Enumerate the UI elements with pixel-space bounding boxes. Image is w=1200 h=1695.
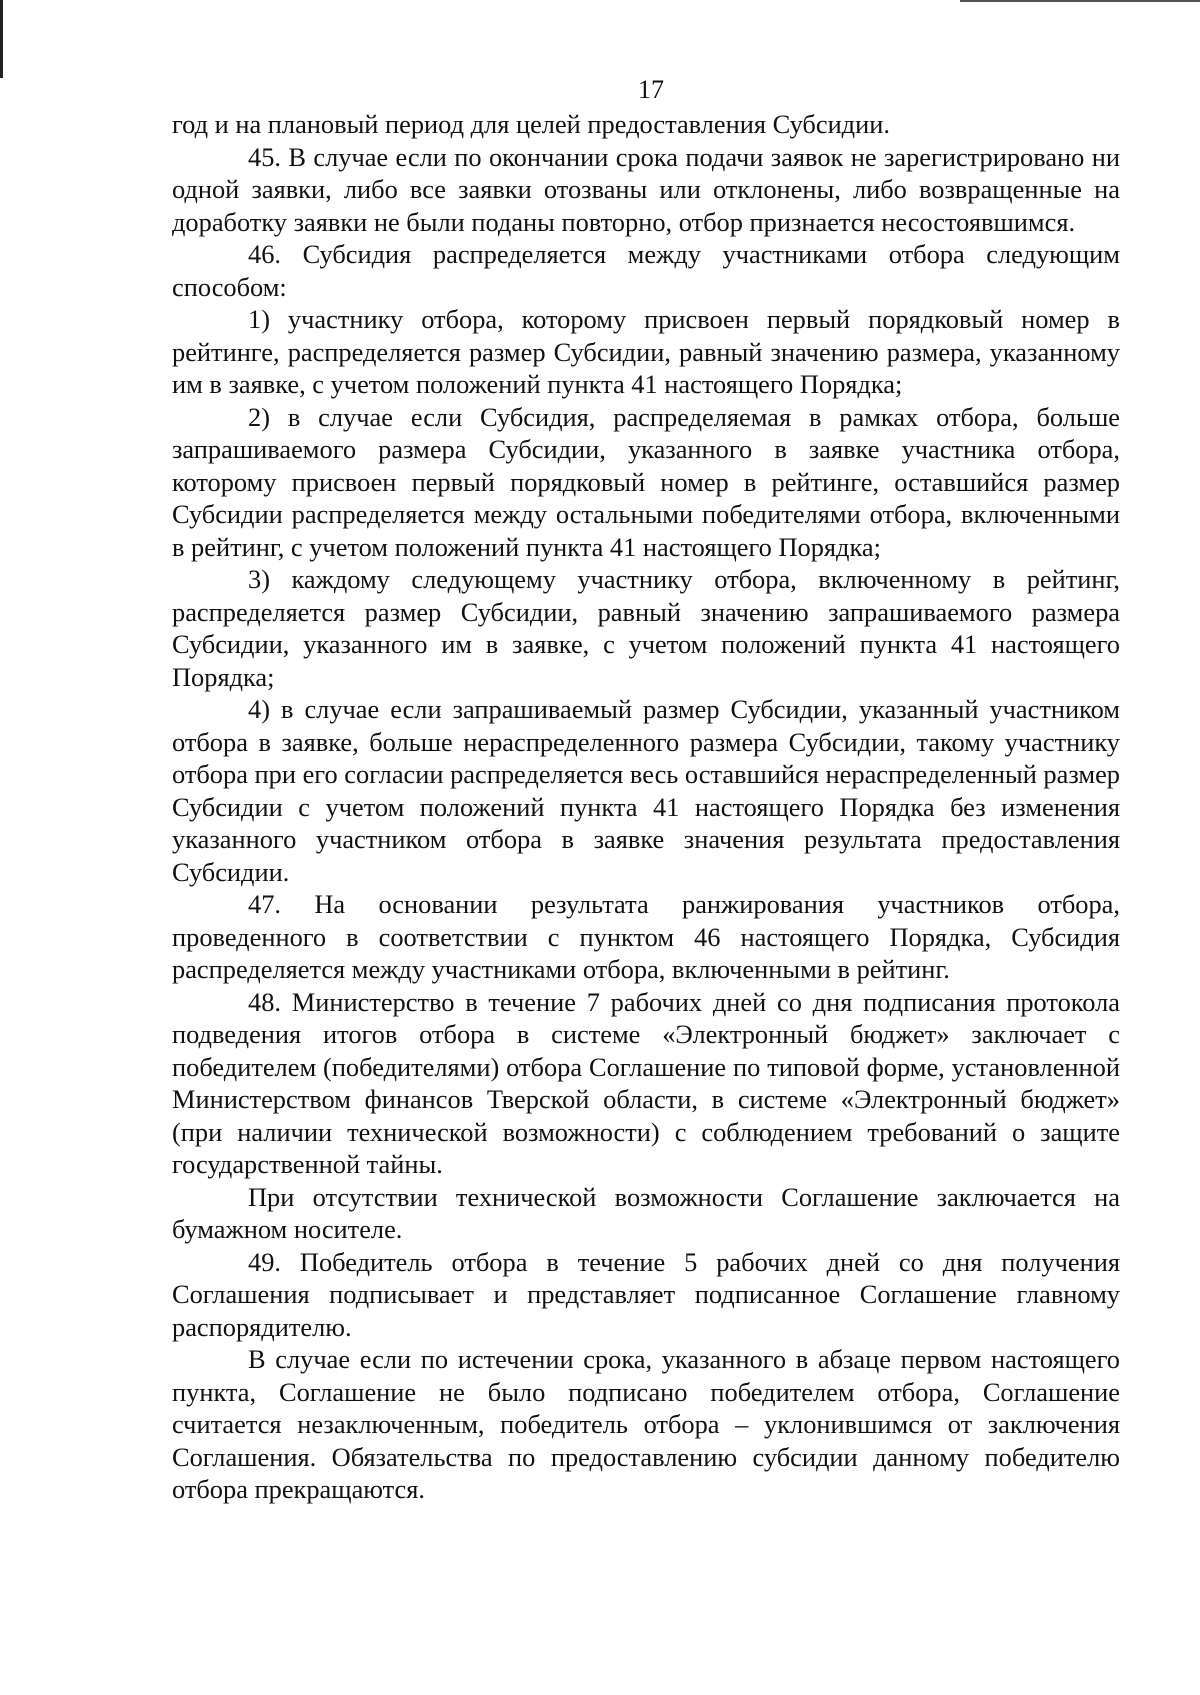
paragraph-46: 46. Субсидия распределяется между участниками отбора следующим способом: (172, 239, 1120, 302)
paragraph-48: 48. Министерство в течение 7 рабочих дней со дня подписания протокола подведения итогов отбора в системе «Электронный бюджет» заключает с победителем (победителями) отбора Соглашение по типовой форме, установленной Министерством финансов Тверской области, в системе «Электронный бюджет» (при наличии технической возможности) с соблюдением требований о защите государственной тайны. (172, 986, 1120, 1179)
paragraph-48-note: При отсутствии технической возможности Соглашение заключается на бумажном носителе. (172, 1181, 1120, 1244)
paragraph-46-item-2: 2) в случае если Субсидия, распределяемая в рамках отбора, больше запрашиваемого размера Субсидии, указанного в заявке участника отбора, которому присвоен первый порядковый номер в рейтинге, оставшийся размер Субсидии распределяется между остальными победителями отбора, включенными в рейтинг, с учетом положений пункта 41 настоящего Порядка; (172, 401, 1120, 562)
document-body (172, 108, 1120, 1506)
document-page (172, 72, 1120, 1506)
paragraph-46-item-3: 3) каждому следующему участнику отбора, включенному в рейтинг, распределяется размер Субсидии, равный значению запрашиваемого размера Субсидии, указанного им в заявке, с учетом положений пункта 41 настоящего Порядка; (172, 564, 1120, 692)
paragraph-47: 47. На основании результата ранжирования участников отбора, проведенного в соответствии с пунктом 46 настоящего Порядка, Субсидия распределяется между участниками отбора, включенными в рейтинг. (172, 889, 1120, 984)
page-number: 17 (638, 75, 664, 104)
scan-top-line (960, 0, 1200, 2)
paragraph-46-item-1: 1) участнику отбора, которому присвоен первый порядковый номер в рейтинге, распределяется размер Субсидии, равный значению размера, указанному им в заявке, с учетом положений пункта 41 настоящего Порядка; (172, 304, 1120, 399)
paragraph-46-item-4: 4) в случае если запрашиваемый размер Субсидии, указанный участником отбора в заявке, больше нераспределенного размера Субсидии, такому участнику отбора при его согласии распределяется весь оставшийся нераспределенный размер Субсидии с учетом положений пункта 41 настоящего Порядка без изменения указанного участником отбора в заявке значения результата предоставления Субсидии. (172, 694, 1120, 887)
scan-edge-mark (0, 0, 3, 78)
paragraph-49-note: В случае если по истечении срока, указанного в абзаце первом настоящего пункта, Соглашение не было подписано победителем отбора, Соглашение считается незаключенным, победитель отбора – уклонившимся от заключения Соглашения. Обязательства по предоставлению субсидии данному победителю отбора прекращаются. (172, 1344, 1120, 1504)
paragraph-49: 49. Победитель отбора в течение 5 рабочих дней со дня получения Соглашения подписывает и представляет подписанное Соглашение главному распорядителю. (172, 1246, 1120, 1342)
paragraph-45: 45. В случае если по окончании срока подачи заявок не зарегистрировано ни одной заявки, либо все заявки отозваны или отклонены, либо возвращенные на доработку заявки не были поданы повторно, отбор признается несостоявшимся. (172, 141, 1120, 237)
paragraph-continuation: год и на плановый период для целей предоставления Субсидии. (172, 109, 890, 139)
